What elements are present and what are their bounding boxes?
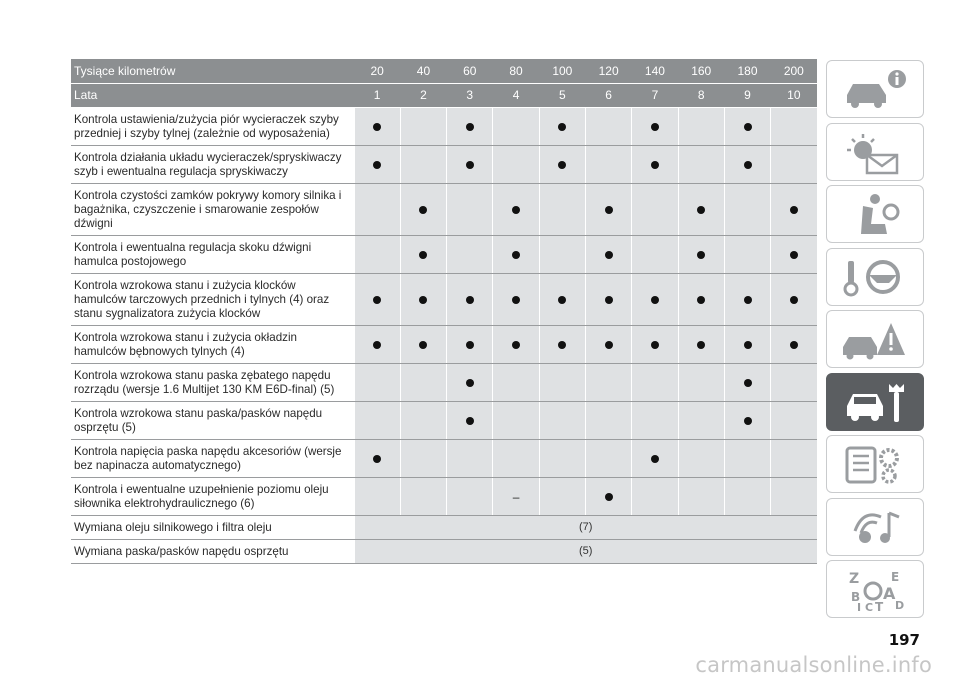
schedule-cell bbox=[539, 273, 585, 325]
km-header-label: Tysiące kilometrów bbox=[71, 59, 354, 83]
service-dot bbox=[419, 206, 427, 214]
schedule-cell bbox=[678, 363, 724, 401]
schedule-cell bbox=[771, 325, 817, 363]
km-value: 120 bbox=[585, 59, 631, 83]
table-row bbox=[71, 539, 817, 563]
schedule-cell bbox=[539, 439, 585, 477]
specifications-gears-icon bbox=[833, 440, 917, 488]
km-value: 160 bbox=[678, 59, 724, 83]
service-dot bbox=[744, 341, 752, 349]
schedule-cell bbox=[771, 107, 817, 145]
schedule-cell bbox=[493, 235, 539, 273]
schedule-cell bbox=[354, 273, 400, 325]
service-dot bbox=[373, 341, 381, 349]
schedule-cell bbox=[632, 235, 678, 273]
chapter-tab-8[interactable] bbox=[826, 498, 924, 556]
schedule-cell bbox=[585, 325, 631, 363]
maintenance-schedule-table bbox=[71, 59, 817, 564]
schedule-cell bbox=[771, 477, 817, 515]
service-dot bbox=[697, 206, 705, 214]
seat-airbag-icon bbox=[833, 190, 917, 238]
schedule-cell bbox=[354, 183, 400, 235]
schedule-cell bbox=[539, 107, 585, 145]
schedule-cell bbox=[447, 477, 493, 515]
service-dot bbox=[651, 296, 659, 304]
service-dot bbox=[651, 341, 659, 349]
table-row bbox=[71, 145, 817, 183]
service-dot bbox=[466, 296, 474, 304]
schedule-cell bbox=[771, 363, 817, 401]
table-row bbox=[71, 235, 817, 273]
year-value: 10 bbox=[771, 83, 817, 107]
car-info-icon bbox=[833, 65, 917, 113]
schedule-cell bbox=[724, 477, 770, 515]
schedule-cell bbox=[447, 235, 493, 273]
service-dot bbox=[790, 251, 798, 259]
schedule-cell bbox=[585, 439, 631, 477]
service-dot bbox=[558, 123, 566, 131]
service-dot bbox=[605, 493, 613, 501]
service-dot bbox=[744, 123, 752, 131]
km-value: 100 bbox=[539, 59, 585, 83]
schedule-cell bbox=[632, 477, 678, 515]
table-row bbox=[71, 183, 817, 235]
service-dot bbox=[512, 296, 520, 304]
chapter-tab-1[interactable] bbox=[826, 60, 924, 118]
km-value: 80 bbox=[493, 59, 539, 83]
row-label: Kontrola czystości zamków pokrywy komory silnika i bagażnika, czyszczenie i smarowanie zespołów dźwigni bbox=[71, 183, 354, 235]
km-value: 140 bbox=[632, 59, 678, 83]
chapter-tab-6[interactable] bbox=[826, 373, 924, 431]
schedule-cell bbox=[539, 235, 585, 273]
table-row bbox=[71, 325, 817, 363]
schedule-cell bbox=[447, 145, 493, 183]
chapter-tab-3[interactable] bbox=[826, 185, 924, 243]
schedule-cell bbox=[539, 183, 585, 235]
schedule-cell bbox=[632, 107, 678, 145]
schedule-cell bbox=[493, 273, 539, 325]
schedule-cell bbox=[632, 183, 678, 235]
schedule-cell bbox=[447, 183, 493, 235]
row-label: Kontrola wzrokowa stanu i zużycia klocków hamulców tarczowych przednich i tylnych (4) oraz stanu sygnalizatora zużycia klocków bbox=[71, 273, 354, 325]
service-dot bbox=[419, 296, 427, 304]
schedule-cell bbox=[539, 401, 585, 439]
schedule-cell bbox=[400, 363, 446, 401]
schedule-cell bbox=[678, 183, 724, 235]
km-header-row bbox=[71, 59, 817, 83]
schedule-cell bbox=[400, 325, 446, 363]
schedule-cell bbox=[447, 439, 493, 477]
schedule-cell bbox=[724, 183, 770, 235]
service-dot bbox=[466, 161, 474, 169]
schedule-cell bbox=[493, 145, 539, 183]
schedule-cell bbox=[585, 107, 631, 145]
row-label: Kontrola działania układu wycieraczek/spryskiwaczy szyb i ewentualna regulacja spryskiwaczy bbox=[71, 145, 354, 183]
year-value: 4 bbox=[493, 83, 539, 107]
service-dot bbox=[605, 341, 613, 349]
year-value: 1 bbox=[354, 83, 400, 107]
service-dot bbox=[373, 296, 381, 304]
service-dot bbox=[512, 341, 520, 349]
service-dot bbox=[419, 251, 427, 259]
schedule-cell bbox=[771, 183, 817, 235]
schedule-cell bbox=[585, 401, 631, 439]
schedule-cell bbox=[400, 401, 446, 439]
service-dot bbox=[605, 296, 613, 304]
schedule-cell bbox=[678, 401, 724, 439]
schedule-cell bbox=[400, 439, 446, 477]
schedule-cell bbox=[493, 363, 539, 401]
schedule-cell bbox=[585, 363, 631, 401]
schedule-cell bbox=[585, 145, 631, 183]
cell-mark: – bbox=[512, 489, 520, 504]
service-dot bbox=[697, 296, 705, 304]
row-label: Kontrola wzrokowa stanu paska/pasków napędu osprzętu (5) bbox=[71, 401, 354, 439]
schedule-cell bbox=[354, 439, 400, 477]
chapter-tab-5[interactable] bbox=[826, 310, 924, 368]
row-label: Kontrola ustawienia/zużycia piór wycieraczek szyby przedniej i szyby tylnej (zależnie od wyposażenia) bbox=[71, 107, 354, 145]
row-label: Kontrola wzrokowa stanu paska zębatego napędu rozrządu (wersje 1.6 Multijet 130 KM E6D-final) (5) bbox=[71, 363, 354, 401]
svg-text:D: D bbox=[895, 599, 905, 612]
schedule-cell bbox=[447, 273, 493, 325]
svg-text:I: I bbox=[857, 601, 862, 613]
schedule-cell bbox=[724, 439, 770, 477]
service-dot bbox=[605, 206, 613, 214]
table-row bbox=[71, 107, 817, 145]
year-value: 6 bbox=[585, 83, 631, 107]
km-value: 200 bbox=[771, 59, 817, 83]
service-dot bbox=[466, 123, 474, 131]
schedule-cell bbox=[771, 273, 817, 325]
schedule-cell bbox=[632, 145, 678, 183]
svg-text:E: E bbox=[891, 570, 900, 584]
years-header-label: Lata bbox=[71, 83, 354, 107]
table-row bbox=[71, 515, 817, 539]
schedule-cell bbox=[585, 183, 631, 235]
schedule-cell bbox=[724, 363, 770, 401]
schedule-cell bbox=[493, 477, 539, 515]
km-value: 60 bbox=[447, 59, 493, 83]
schedule-cell bbox=[724, 325, 770, 363]
svg-text:T: T bbox=[875, 600, 884, 613]
year-value: 5 bbox=[539, 83, 585, 107]
service-dot bbox=[419, 341, 427, 349]
schedule-cell bbox=[724, 107, 770, 145]
chapter-sidebar bbox=[826, 60, 924, 623]
row-label: Kontrola i ewentualna regulacja skoku dźwigni hamulca postojowego bbox=[71, 235, 354, 273]
service-dot bbox=[558, 296, 566, 304]
svg-text:C: C bbox=[865, 601, 874, 613]
schedule-cell bbox=[724, 401, 770, 439]
accident-triangle-icon bbox=[833, 315, 917, 363]
schedule-cell bbox=[539, 477, 585, 515]
row-label: Wymiana oleju silnikowego i filtra oleju bbox=[71, 515, 354, 539]
service-dot bbox=[466, 379, 474, 387]
year-value: 3 bbox=[447, 83, 493, 107]
service-dot bbox=[790, 206, 798, 214]
schedule-cell bbox=[493, 107, 539, 145]
schedule-cell bbox=[585, 477, 631, 515]
schedule-cell bbox=[354, 363, 400, 401]
schedule-cell bbox=[354, 325, 400, 363]
service-dot bbox=[466, 341, 474, 349]
table-row bbox=[71, 363, 817, 401]
km-value: 20 bbox=[354, 59, 400, 83]
service-dot bbox=[790, 296, 798, 304]
schedule-cell bbox=[771, 145, 817, 183]
schedule-cell bbox=[447, 401, 493, 439]
span-note: (5) bbox=[354, 539, 817, 563]
svg-text:B: B bbox=[851, 590, 861, 604]
alphabetical-index-icon bbox=[833, 565, 917, 613]
schedule-body bbox=[71, 107, 817, 563]
year-value: 2 bbox=[400, 83, 446, 107]
schedule-cell bbox=[400, 107, 446, 145]
schedule-cell bbox=[678, 273, 724, 325]
schedule-cell bbox=[400, 273, 446, 325]
schedule-cell bbox=[632, 325, 678, 363]
year-value: 9 bbox=[724, 83, 770, 107]
schedule-cell bbox=[771, 401, 817, 439]
schedule-cell bbox=[354, 107, 400, 145]
schedule-cell bbox=[447, 325, 493, 363]
service-dot bbox=[558, 161, 566, 169]
schedule-cell bbox=[354, 477, 400, 515]
car-wrench-icon bbox=[833, 378, 917, 426]
years-header-row bbox=[71, 83, 817, 107]
service-dot bbox=[744, 296, 752, 304]
schedule-cell bbox=[724, 273, 770, 325]
schedule-cell bbox=[678, 107, 724, 145]
schedule-cell bbox=[400, 235, 446, 273]
chapter-tab-7[interactable] bbox=[826, 435, 924, 493]
service-dot bbox=[373, 455, 381, 463]
chapter-tab-4[interactable] bbox=[826, 248, 924, 306]
schedule-cell bbox=[632, 401, 678, 439]
service-dot bbox=[744, 379, 752, 387]
service-dot bbox=[651, 123, 659, 131]
schedule-cell bbox=[632, 363, 678, 401]
service-dot bbox=[605, 251, 613, 259]
key-steering-wheel-icon bbox=[833, 253, 917, 301]
row-label: Kontrola wzrokowa stanu i zużycia okładzin hamulców bębnowych tylnych (4) bbox=[71, 325, 354, 363]
schedule-cell bbox=[724, 145, 770, 183]
schedule-cell bbox=[493, 325, 539, 363]
schedule-cell bbox=[771, 439, 817, 477]
schedule-cell bbox=[354, 145, 400, 183]
schedule-cell bbox=[678, 477, 724, 515]
service-dot bbox=[373, 123, 381, 131]
table-row bbox=[71, 401, 817, 439]
schedule-cell bbox=[493, 183, 539, 235]
schedule-cell bbox=[539, 363, 585, 401]
schedule-cell bbox=[678, 439, 724, 477]
table-row bbox=[71, 439, 817, 477]
schedule-cell bbox=[400, 183, 446, 235]
schedule-cell bbox=[678, 235, 724, 273]
schedule-cell bbox=[447, 107, 493, 145]
schedule-cell bbox=[447, 363, 493, 401]
schedule-cell bbox=[493, 401, 539, 439]
svg-text:Z: Z bbox=[849, 571, 860, 587]
year-value: 7 bbox=[632, 83, 678, 107]
km-value: 180 bbox=[724, 59, 770, 83]
service-dot bbox=[512, 206, 520, 214]
row-label: Kontrola i ewentualne uzupełnienie poziomu oleju siłownika elektrohydraulicznego (6) bbox=[71, 477, 354, 515]
service-dot bbox=[697, 251, 705, 259]
watermark: carmanualsonline.info bbox=[695, 653, 932, 677]
service-dot bbox=[651, 455, 659, 463]
row-label: Kontrola napięcia paska napędu akcesoriów (wersje bez napinacza automatycznego) bbox=[71, 439, 354, 477]
chapter-tab-9[interactable] bbox=[826, 560, 924, 618]
schedule-cell bbox=[585, 235, 631, 273]
service-dot bbox=[466, 417, 474, 425]
table-row bbox=[71, 477, 817, 515]
page-number: 197 bbox=[888, 631, 920, 649]
chapter-tab-2[interactable] bbox=[826, 123, 924, 181]
multimedia-icon bbox=[833, 503, 917, 551]
schedule-cell bbox=[724, 235, 770, 273]
svg-text:A: A bbox=[883, 584, 896, 603]
schedule-cell bbox=[632, 439, 678, 477]
km-value: 40 bbox=[400, 59, 446, 83]
span-note: (7) bbox=[354, 515, 817, 539]
service-dot bbox=[558, 341, 566, 349]
service-dot bbox=[697, 341, 705, 349]
schedule-cell bbox=[539, 145, 585, 183]
table-row bbox=[71, 273, 817, 325]
schedule-cell bbox=[632, 273, 678, 325]
year-value: 8 bbox=[678, 83, 724, 107]
service-dot bbox=[744, 161, 752, 169]
row-label: Wymiana paska/pasków napędu osprzętu bbox=[71, 539, 354, 563]
service-dot bbox=[373, 161, 381, 169]
warning-lights-icon bbox=[833, 128, 917, 176]
schedule-cell bbox=[354, 235, 400, 273]
schedule-cell bbox=[400, 477, 446, 515]
service-dot bbox=[744, 417, 752, 425]
schedule-cell bbox=[585, 273, 631, 325]
service-dot bbox=[512, 251, 520, 259]
service-dot bbox=[790, 341, 798, 349]
service-dot bbox=[651, 161, 659, 169]
schedule-cell bbox=[678, 145, 724, 183]
schedule-cell bbox=[354, 401, 400, 439]
schedule-cell bbox=[493, 439, 539, 477]
schedule-cell bbox=[771, 235, 817, 273]
schedule-cell bbox=[400, 145, 446, 183]
schedule-cell bbox=[539, 325, 585, 363]
schedule-cell bbox=[678, 325, 724, 363]
